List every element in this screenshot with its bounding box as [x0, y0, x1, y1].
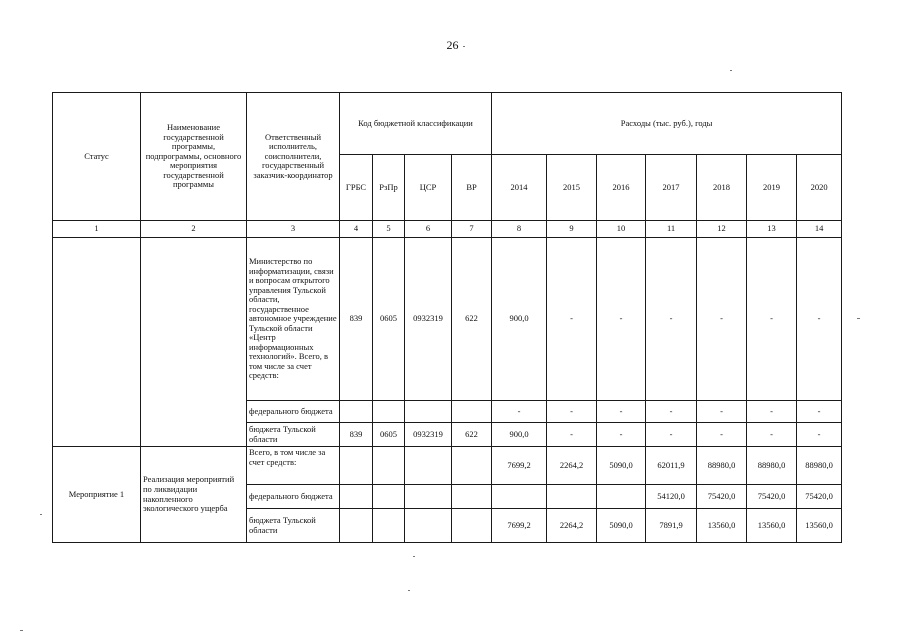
row-csr: 0932319: [405, 423, 452, 447]
row-value: -: [597, 423, 646, 447]
row-value: [547, 485, 597, 509]
scan-speck: [463, 46, 465, 47]
row-executor: бюджета Тульской области: [247, 509, 340, 543]
row-value: 7699,2: [492, 447, 547, 485]
row-csr: 0932319: [405, 238, 452, 401]
row-value: 7891,9: [646, 509, 697, 543]
column-number: 1: [53, 221, 141, 238]
row-value: 5090,0: [597, 447, 646, 485]
row-grbs: [340, 485, 373, 509]
row-value: -: [747, 423, 797, 447]
row-executor: Министерство по информатизации, связи и вопросам открытого управления Тульской области, государственное автономное учреждение Тульской области «Центр информационных технологий». Всего, в том числе за счет средств:: [247, 238, 340, 401]
header-budget-code: Код бюджетной классификации: [340, 93, 492, 155]
row-value: 900,0: [492, 423, 547, 447]
scan-speck: [20, 630, 23, 631]
row-value: -: [646, 423, 697, 447]
header-vr: ВР: [452, 155, 492, 221]
row-program-name: Реализация мероприятий по ликвидации накопленного экологического ущерба: [141, 447, 247, 543]
row-value: -: [597, 401, 646, 423]
row-csr: [405, 485, 452, 509]
row-grbs: [340, 401, 373, 423]
column-number: 4: [340, 221, 373, 238]
row-rzpr: [373, 485, 405, 509]
page-number: 26: [446, 38, 459, 52]
scan-speck: [730, 70, 732, 71]
header-program-name: Наименование государственной программы, подпрограммы, основного мероприятия государственной программы: [141, 93, 247, 221]
column-number-row: [53, 221, 842, 238]
row-rzpr: [373, 401, 405, 423]
header-rzpr: РзПр: [373, 155, 405, 221]
row-value: 13560,0: [797, 509, 842, 543]
scan-speck: [413, 556, 415, 557]
row-value: 88980,0: [747, 447, 797, 485]
row-vr: [452, 447, 492, 485]
row-value: 54120,0: [646, 485, 697, 509]
row-value: -: [797, 423, 842, 447]
row-vr: 622: [452, 423, 492, 447]
row-value: 900,0: [492, 238, 547, 401]
scan-speck: [408, 590, 410, 591]
row-value: -: [697, 238, 747, 401]
row-rzpr: [373, 447, 405, 485]
row-value: -: [492, 401, 547, 423]
header-year: 2015: [547, 155, 597, 221]
row-value: [597, 485, 646, 509]
table-row: [53, 238, 842, 401]
row-value: 88980,0: [697, 447, 747, 485]
row-value: -: [646, 238, 697, 401]
row-status: Мероприятие 1: [53, 447, 141, 543]
row-value: [492, 485, 547, 509]
header-expenses: Расходы (тыс. руб.), годы: [492, 93, 842, 155]
column-number: 6: [405, 221, 452, 238]
row-value: -: [747, 401, 797, 423]
row-executor: федерального бюджета: [247, 485, 340, 509]
header-year: 2017: [646, 155, 697, 221]
column-number: 14: [797, 221, 842, 238]
header-status: Статус: [53, 93, 141, 221]
budget-table: [52, 92, 842, 543]
row-vr: [452, 509, 492, 543]
row-value: -: [797, 238, 842, 401]
row-value: 75420,0: [697, 485, 747, 509]
header-year: 2018: [697, 155, 747, 221]
column-number: 9: [547, 221, 597, 238]
row-value: 2264,2: [547, 509, 597, 543]
row-value: 75420,0: [747, 485, 797, 509]
row-executor: бюджета Тульской области: [247, 423, 340, 447]
row-status: [53, 238, 141, 447]
row-value: -: [697, 401, 747, 423]
row-grbs: [340, 447, 373, 485]
row-grbs: [340, 509, 373, 543]
row-rzpr: 0605: [373, 423, 405, 447]
header-executor: Ответственный исполнитель, соисполнители, государственный заказчик-координатор: [247, 93, 340, 221]
header-year: 2019: [747, 155, 797, 221]
row-vr: [452, 401, 492, 423]
row-grbs: 839: [340, 423, 373, 447]
row-vr: 622: [452, 238, 492, 401]
row-value: -: [547, 238, 597, 401]
row-value: 75420,0: [797, 485, 842, 509]
row-value: 7699,2: [492, 509, 547, 543]
row-csr: [405, 447, 452, 485]
row-rzpr: 0605: [373, 238, 405, 401]
row-value: 13560,0: [747, 509, 797, 543]
header-year: 2016: [597, 155, 646, 221]
row-value: 13560,0: [697, 509, 747, 543]
column-number: 5: [373, 221, 405, 238]
row-program-name: [141, 238, 247, 447]
row-value: -: [697, 423, 747, 447]
row-value: -: [646, 401, 697, 423]
row-value: -: [747, 238, 797, 401]
column-number: 11: [646, 221, 697, 238]
row-value: 88980,0: [797, 447, 842, 485]
row-value: -: [597, 238, 646, 401]
column-number: 8: [492, 221, 547, 238]
row-rzpr: [373, 509, 405, 543]
row-csr: [405, 509, 452, 543]
column-number: 13: [747, 221, 797, 238]
row-value: 62011,9: [646, 447, 697, 485]
row-value: -: [547, 401, 597, 423]
header-grbs: ГРБС: [340, 155, 373, 221]
scan-speck: [40, 514, 42, 515]
row-value: -: [547, 423, 597, 447]
column-number: 12: [697, 221, 747, 238]
column-number: 2: [141, 221, 247, 238]
row-grbs: 839: [340, 238, 373, 401]
column-number: 7: [452, 221, 492, 238]
row-executor: федерального бюджета: [247, 401, 340, 423]
header-csr: ЦСР: [405, 155, 452, 221]
header-row-top: [53, 93, 842, 155]
row-csr: [405, 401, 452, 423]
table-row: [53, 447, 842, 485]
row-value: 5090,0: [597, 509, 646, 543]
column-number: 3: [247, 221, 340, 238]
header-year: 2014: [492, 155, 547, 221]
scan-speck: [857, 318, 860, 319]
column-number: 10: [597, 221, 646, 238]
header-year: 2020: [797, 155, 842, 221]
row-vr: [452, 485, 492, 509]
row-value: 2264,2: [547, 447, 597, 485]
row-value: -: [797, 401, 842, 423]
row-executor: Всего, в том числе за счет средств:: [247, 447, 340, 485]
